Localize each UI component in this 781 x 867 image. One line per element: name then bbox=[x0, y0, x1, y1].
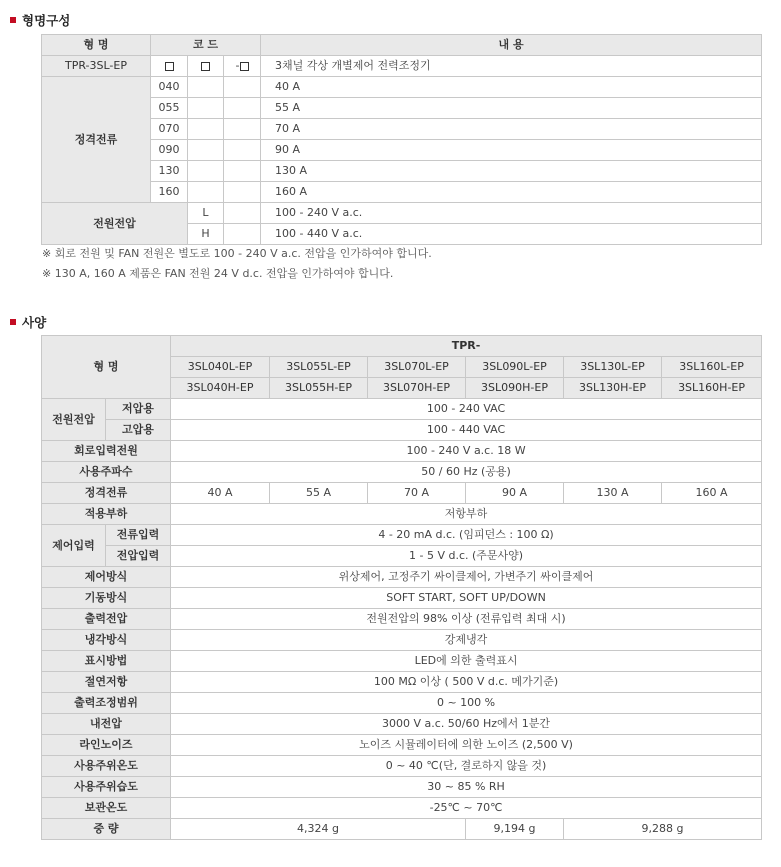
checkbox-square-icon bbox=[165, 62, 174, 71]
power-high-label: 고압용 bbox=[106, 420, 171, 441]
spec-row-value: 0 ~ 100 % bbox=[171, 693, 762, 714]
load-value: 저항부하 bbox=[171, 504, 762, 525]
section-bullet-icon bbox=[10, 319, 16, 325]
header-model: 형 명 bbox=[42, 35, 151, 56]
spec-row-label: 사용주위습도 bbox=[42, 777, 171, 798]
model-l: 3SL055L-EP bbox=[270, 357, 368, 378]
rated-value: 90 A bbox=[466, 483, 564, 504]
rated-label: 정격전류 bbox=[42, 483, 171, 504]
spec-row-label: 제어방식 bbox=[42, 567, 171, 588]
power-low-label: 저압용 bbox=[106, 399, 171, 420]
section-title-spec bbox=[10, 313, 46, 331]
model-h: 3SL040H-EP bbox=[171, 378, 270, 399]
spec-row-value: 노이즈 시뮬레이터에 의한 노이즈 (2,500 V) bbox=[171, 735, 762, 756]
spec-row-value: 0 ~ 40 ℃(단, 결로하지 않을 것) bbox=[171, 756, 762, 777]
model-h: 3SL090H-EP bbox=[466, 378, 564, 399]
rated-content: 130 A bbox=[261, 161, 762, 182]
code-box-3 bbox=[224, 56, 261, 77]
current-input-value: 4 - 20 mA d.c. (임피던스 : 100 Ω) bbox=[171, 525, 762, 546]
model-h: 3SL130H-EP bbox=[564, 378, 662, 399]
weight-value: 4,324 g bbox=[171, 819, 466, 840]
checkbox-square-icon bbox=[240, 62, 249, 71]
rated-code: 160 bbox=[151, 182, 188, 203]
rated-content: 40 A bbox=[261, 77, 762, 98]
circuit-label: 회로입력전원 bbox=[42, 441, 171, 462]
voltage-input-value: 1 - 5 V d.c. (주문사양) bbox=[171, 546, 762, 567]
spec-row-label: 내전압 bbox=[42, 714, 171, 735]
rated-code: 040 bbox=[151, 77, 188, 98]
rated-content: 160 A bbox=[261, 182, 762, 203]
spec-row-value: 30 ~ 85 % RH bbox=[171, 777, 762, 798]
spec-row-value: 위상제어, 고정주기 싸이클제어, 가변주기 싸이클제어 bbox=[171, 567, 762, 588]
code-box-1 bbox=[151, 56, 188, 77]
model-name: TPR-3SL-EP bbox=[42, 56, 151, 77]
spec-row-value: 전원전압의 98% 이상 (전류입력 최대 시) bbox=[171, 609, 762, 630]
freq-value: 50 / 60 Hz (공용) bbox=[171, 462, 762, 483]
model-composition-table bbox=[41, 34, 762, 245]
spec-model-label: 형 명 bbox=[42, 336, 171, 399]
note-line: ※ 회로 전원 및 FAN 전원은 별도로 100 - 240 V a.c. 전압을 인가하여야 합니다. bbox=[42, 247, 432, 260]
rated-value: 55 A bbox=[270, 483, 368, 504]
spec-table bbox=[41, 335, 762, 840]
circuit-value: 100 - 240 V a.c. 18 W bbox=[171, 441, 762, 462]
weight-value: 9,194 g bbox=[466, 819, 564, 840]
voltage-code: H bbox=[188, 224, 224, 245]
power-low-value: 100 - 240 VAC bbox=[171, 399, 762, 420]
power-high-value: 100 - 440 VAC bbox=[171, 420, 762, 441]
freq-label: 사용주파수 bbox=[42, 462, 171, 483]
load-label: 적용부하 bbox=[42, 504, 171, 525]
voltage-content: 100 - 440 V a.c. bbox=[261, 224, 762, 245]
voltage-input-label: 전압입력 bbox=[106, 546, 171, 567]
code-prefix: - bbox=[235, 59, 240, 72]
section-title-text: 형명구성 bbox=[22, 13, 71, 28]
spec-row-label: 표시방법 bbox=[42, 651, 171, 672]
header-code: 코 드 bbox=[151, 35, 261, 56]
model-h: 3SL055H-EP bbox=[270, 378, 368, 399]
current-input-label: 전류입력 bbox=[106, 525, 171, 546]
rated-code: 130 bbox=[151, 161, 188, 182]
voltage-content: 100 - 240 V a.c. bbox=[261, 203, 762, 224]
rated-value: 160 A bbox=[662, 483, 762, 504]
spec-row-label: 절연저항 bbox=[42, 672, 171, 693]
control-input-label: 제어입력 bbox=[42, 525, 106, 567]
spec-row-label: 라인노이즈 bbox=[42, 735, 171, 756]
header-content: 내 용 bbox=[261, 35, 762, 56]
spec-row-label: 출력전압 bbox=[42, 609, 171, 630]
spec-series: TPR- bbox=[171, 336, 762, 357]
weight-value: 9,288 g bbox=[564, 819, 762, 840]
checkbox-square-icon bbox=[201, 62, 210, 71]
model-h: 3SL070H-EP bbox=[368, 378, 466, 399]
spec-row-label: 기동방식 bbox=[42, 588, 171, 609]
rated-code: 055 bbox=[151, 98, 188, 119]
rated-value: 70 A bbox=[368, 483, 466, 504]
model-l: 3SL040L-EP bbox=[171, 357, 270, 378]
section-bullet-icon bbox=[10, 17, 16, 23]
rated-value: 130 A bbox=[564, 483, 662, 504]
spec-row-value: 강제냉각 bbox=[171, 630, 762, 651]
rated-current-label: 정격전류 bbox=[42, 77, 151, 203]
model-content: 3채널 각상 개별제어 전력조정기 bbox=[261, 56, 762, 77]
rated-content: 70 A bbox=[261, 119, 762, 140]
model-l: 3SL130L-EP bbox=[564, 357, 662, 378]
spec-row-value: SOFT START, SOFT UP/DOWN bbox=[171, 588, 762, 609]
section-title-text: 사양 bbox=[22, 315, 47, 330]
rated-value: 40 A bbox=[171, 483, 270, 504]
model-h: 3SL160H-EP bbox=[662, 378, 762, 399]
spec-row-value: 3000 V a.c. 50/60 Hz에서 1분간 bbox=[171, 714, 762, 735]
spec-row-label: 출력조정범위 bbox=[42, 693, 171, 714]
power-label: 전원전압 bbox=[42, 399, 106, 441]
spec-row-label: 냉각방식 bbox=[42, 630, 171, 651]
rated-code: 090 bbox=[151, 140, 188, 161]
spec-row-label: 보관온도 bbox=[42, 798, 171, 819]
notes bbox=[42, 244, 432, 284]
voltage-label: 전원전압 bbox=[42, 203, 188, 245]
model-l: 3SL070L-EP bbox=[368, 357, 466, 378]
note-line: ※ 130 A, 160 A 제품은 FAN 전원 24 V d.c. 전압을 인가하여야 합니다. bbox=[42, 267, 394, 280]
spec-row-value: 100 MΩ 이상 ( 500 V d.c. 메가기준) bbox=[171, 672, 762, 693]
voltage-code: L bbox=[188, 203, 224, 224]
code-box-2 bbox=[188, 56, 224, 77]
rated-content: 90 A bbox=[261, 140, 762, 161]
section-title-model bbox=[10, 11, 70, 29]
model-l: 3SL090L-EP bbox=[466, 357, 564, 378]
weight-label: 중 량 bbox=[42, 819, 171, 840]
spec-row-value: LED에 의한 출력표시 bbox=[171, 651, 762, 672]
rated-content: 55 A bbox=[261, 98, 762, 119]
spec-row-label: 사용주위온도 bbox=[42, 756, 171, 777]
rated-code: 070 bbox=[151, 119, 188, 140]
spec-row-value: -25℃ ~ 70℃ bbox=[171, 798, 762, 819]
model-l: 3SL160L-EP bbox=[662, 357, 762, 378]
